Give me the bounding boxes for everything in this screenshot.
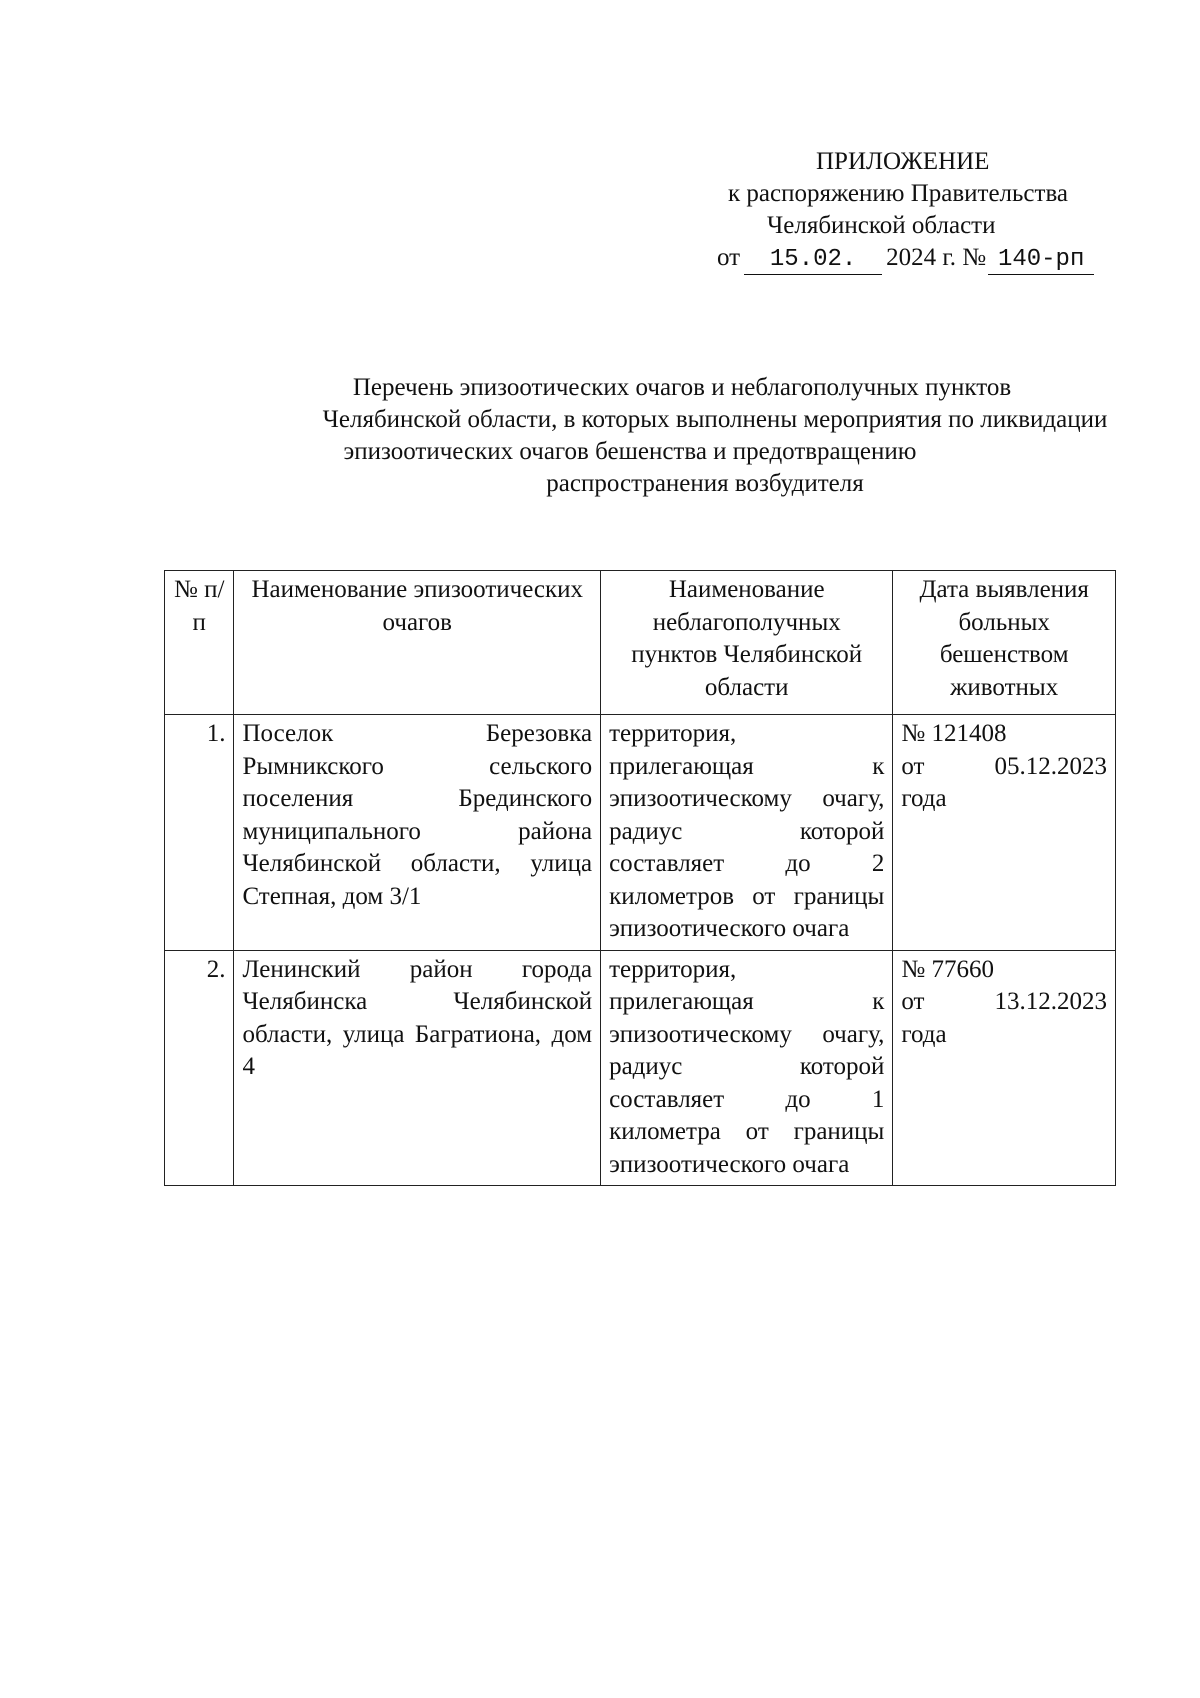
document-title-line-3: эпизоотических очагов бешенства и предотвращению xyxy=(343,438,917,465)
header-area: Наименование неблагополучных пунктов Челябинской области xyxy=(601,571,893,715)
row-focus: Поселок Березовка Рымникского сельского поселения Брединского муниципального района Челябинской области, улица Степная, дом 3/1 xyxy=(234,715,601,951)
row-date-from: от xyxy=(901,988,925,1015)
row-date-line xyxy=(901,986,1107,1019)
header-date: Дата выявления больных бешенством животных xyxy=(893,571,1116,715)
row-date xyxy=(893,950,1116,1186)
row-date-suffix: года xyxy=(901,1020,947,1048)
date-value: 15.02. xyxy=(744,246,882,275)
appendix-title: ПРИЛОЖЕНИЕ xyxy=(816,148,990,175)
table-row xyxy=(165,715,1116,951)
document-title-line-1: Перечень эпизоотических очагов и неблагополучных пунктов xyxy=(352,374,1012,401)
row-num: 2. xyxy=(165,950,234,1186)
date-prefix: от xyxy=(717,244,741,271)
order-number: 140-рп xyxy=(988,246,1094,275)
document-title-line-2: Челябинской области, в которых выполнены мероприятия по ликвидации xyxy=(322,406,1108,433)
appendix-to-order: к распоряжению Правительства xyxy=(728,180,1069,207)
table-row xyxy=(165,950,1116,1186)
row-date-suffix: года xyxy=(901,785,947,812)
appendix-header xyxy=(690,146,1130,275)
outbreak-table xyxy=(164,570,1116,1186)
row-focus: Ленинский район города Челябинска Челябинской области, улица Багратиона, дом 4 xyxy=(234,950,601,1186)
document-title-line-4: распространения возбудителя xyxy=(546,470,864,497)
appendix-date-line xyxy=(690,242,1130,275)
row-date-from: от xyxy=(901,752,925,780)
row-date-value: 13.12.2023 xyxy=(994,988,1107,1015)
row-date-number: № 121408 xyxy=(901,720,1007,747)
row-date-value: 05.12.2023 xyxy=(994,752,1107,780)
row-area: территория, прилегающая к эпизоотическому очагу, радиус которой составляет до 2 километров от границы эпизоотического очага xyxy=(601,715,893,951)
appendix-region: Челябинской области xyxy=(767,212,996,239)
row-date xyxy=(893,715,1116,951)
year-label: 2024 г. № xyxy=(886,244,987,271)
row-date-number: № 77660 xyxy=(901,955,994,983)
row-date-line xyxy=(901,751,1107,784)
row-num: 1. xyxy=(165,715,234,951)
header-num: № п/п xyxy=(165,571,234,715)
row-area: территория, прилегающая к эпизоотическому очагу, радиус которой составляет до 1 километра от границы эпизоотического очага xyxy=(601,950,893,1186)
document-title xyxy=(180,372,1160,500)
header-focus: Наименование эпизоотических очагов xyxy=(234,571,601,715)
table-header-row xyxy=(165,571,1116,715)
